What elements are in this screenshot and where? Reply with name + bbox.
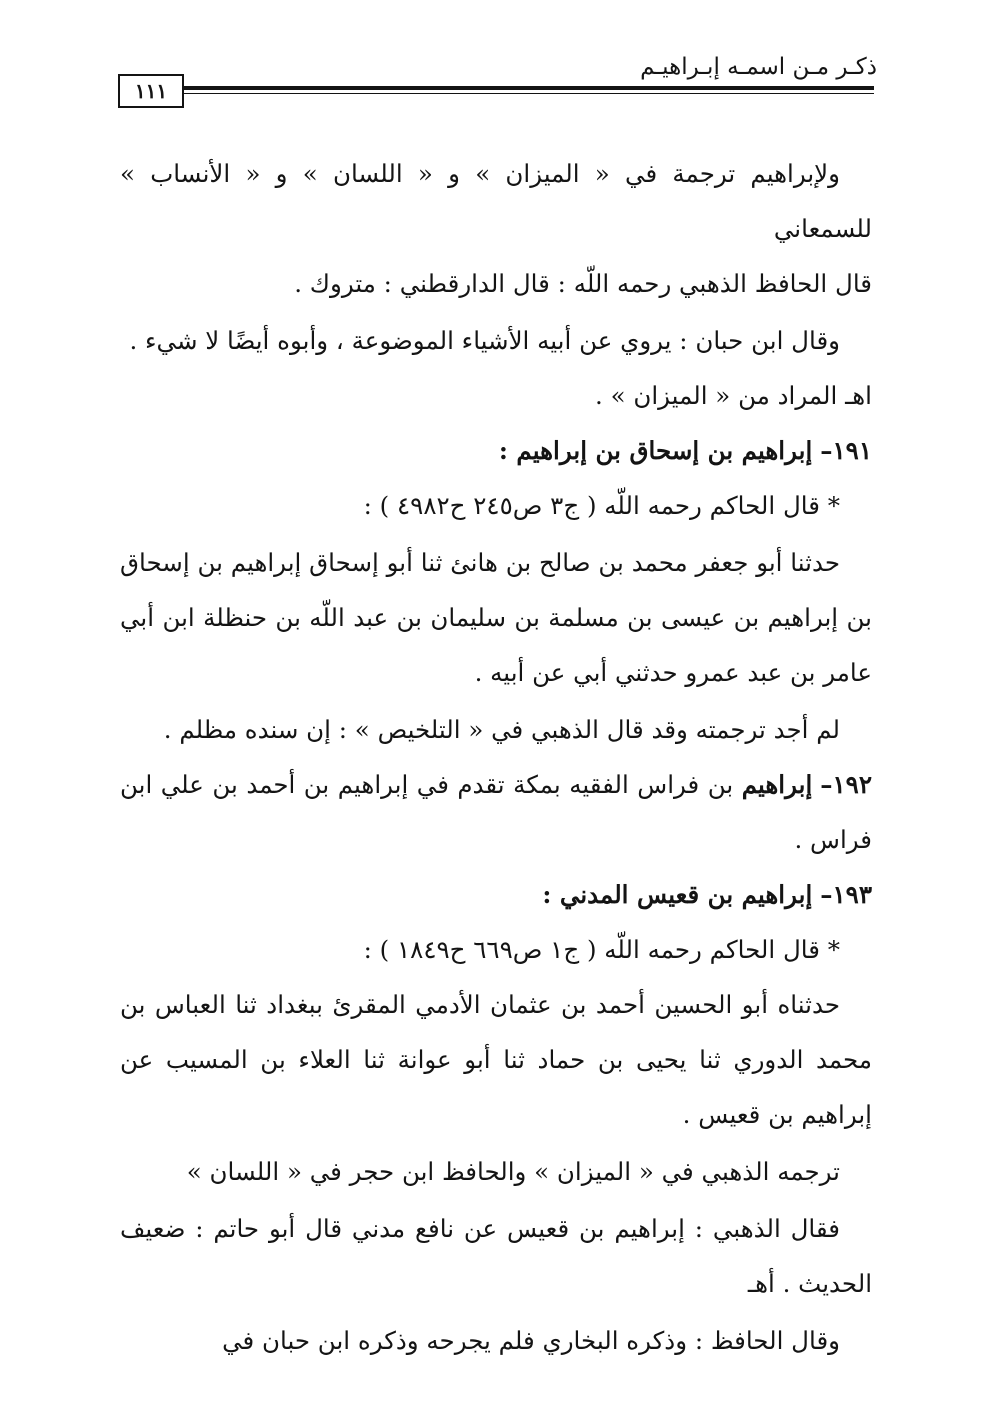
running-title: ذكـر مـن اسمـه إبـراهيـم (640, 54, 877, 80)
paragraph: وقال ابن حبان : يروي عن أبيه الأشياء الموضوعة ، وأبوه أيضًا لا شيء . (129, 326, 840, 355)
entry-192 (120, 757, 872, 867)
source-citation: * قال الحاكم رحمه اللّه ( ج٣ ص٢٤٥ ح٤٩٨٢ ) : (363, 491, 840, 520)
isnad-text: حدثناه أبو الحسين أحمد بن عثمان الأدمي المقرئ ببغداد ثنا العباس بن محمد الدوري ثنا يحيى بن حماد ثنا أبو عوانة ثنا العلاء بن المسيب عن إبراهيم بن قعيس . (120, 990, 872, 1129)
entry-number: ١٩٢– (820, 770, 872, 799)
entry-heading-193 (120, 867, 872, 922)
entry-number: ١٩١– (820, 436, 872, 465)
narrator-note: لم أجد ترجمته وقد قال الذهبي في « التلخيص » : إن سنده مظلم . (163, 715, 840, 744)
paragraph: اهـ المراد من « الميزان » . (595, 381, 872, 410)
narrator-note: فقال الذهبي : إبراهيم بن قعيس عن نافع مدني قال أبو حاتم : ضعيف الحديث . أهـ (120, 1214, 872, 1298)
source-citation: * قال الحاكم رحمه اللّه ( ج١ ص٦٦٩ ح١٨٤٩ ) : (363, 935, 840, 964)
paragraph: قال الحافظ الذهبي رحمه اللّه : قال الدارقطني : متروك . (294, 269, 872, 298)
page-body (120, 146, 872, 1368)
isnad-text: حدثنا أبو جعفر محمد بن صالح بن هانئ ثنا أبو إسحاق إبراهيم بن إسحاق بن إبراهيم بن عيسى بن مسلمة بن سليمان بن عبد اللّه بن حنظلة ابن أبي عامر بن عبد عمرو حدثني أبي عن أبيه . (120, 548, 872, 687)
paragraph: ولإبراهيم ترجمة في « الميزان » و « اللسان » و « الأنساب » للسمعاني (120, 159, 872, 243)
entry-text: بن فراس الفقيه بمكة تقدم في إبراهيم بن أحمد بن علي ابن فراس . (120, 770, 872, 854)
narrator-note: وقال الحافظ : وذكره البخاري فلم يجرحه وذكره ابن حبان في (222, 1326, 840, 1355)
narrator-note: ترجمه الذهبي في « الميزان » والحافظ ابن حجر في « اللسان » (186, 1157, 840, 1186)
entry-name: إبراهيم بن إسحاق بن إبراهيم : (498, 436, 813, 465)
header-rule-thin (184, 93, 874, 94)
header-rule-thick (184, 86, 874, 90)
entry-number: ١٩٣– (820, 880, 872, 909)
entry-name: إبراهيم (741, 770, 813, 799)
page-number: ١١١ (118, 74, 184, 108)
entry-name: إبراهيم بن قعيس المدني : (542, 880, 813, 909)
entry-heading-191 (120, 423, 872, 478)
